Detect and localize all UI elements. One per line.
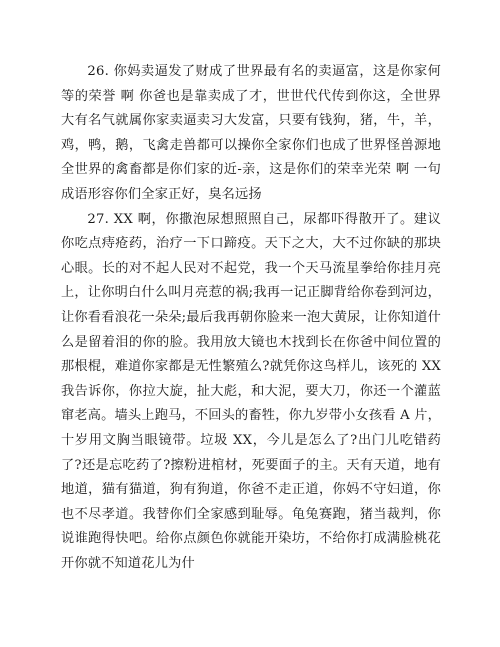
document-body [61,60,441,576]
paragraph-27: 27. XX 啊，你撒泡尿想照照自己，尿都吓得散开了。建议你吃点痔疮药，治疗一下口蹄疫。天下之大，大不过你缺的那块心眼。长的对不起人民对不起党，我一个天马流星拳给你挂月亮上，让你明白什么叫月亮惹的祸;我再一记正脚背给你卷到河边，让你看看浪花一朵朵;最后我再朝你脸来一泡大黄尿，让你知道什么是留着泪的你的脸。我用放大镜也木找到长在你爸中间位置的那根棍，难道你家都是无性繁殖么?就凭你这鸟样儿，该死的 XX 我告诉你，你拉大旋，扯大彪，和大泥，要大刀，你还一个灌蓝窜老高。墙头上跑马，不回头的畜牲，你九岁带小女孩看 A 片，十岁用文胸当眼镜带。垃圾 XX，今儿是怎么了?出门儿吃错药了?还是忘吃药了?擦粉进棺材，死要面子的主。天有天道，地有地道，猫有猫道，狗有狗道，你爸不走正道，你妈不守妇道，你也不尽孝道。我替你们全家感到耻辱。龟兔赛跑，猪当裁判，你说谁跑得快吧。给你点颜色你就能开染坊，不给你打成满脸桃花开你就不知道花儿为什 [61,211,441,571]
paragraph-26: 26. 你妈卖逼发了财成了世界最有名的卖逼富，这是你家何等的荣誉 啊 你爸也是靠卖成了才，世世代代传到你这，全世界大有名气就属你家卖逼卖习大发富，只要有钱狗，猪，牛，羊，鸡，鸭，鹅，飞禽走兽都可以操你全家你们也成了世界怪兽源地全世界的禽畜都是你们家的近-亲，这是你们的荣幸光荣 啊 一句成语形容你们全家正好，臭名远扬 [61,64,441,202]
